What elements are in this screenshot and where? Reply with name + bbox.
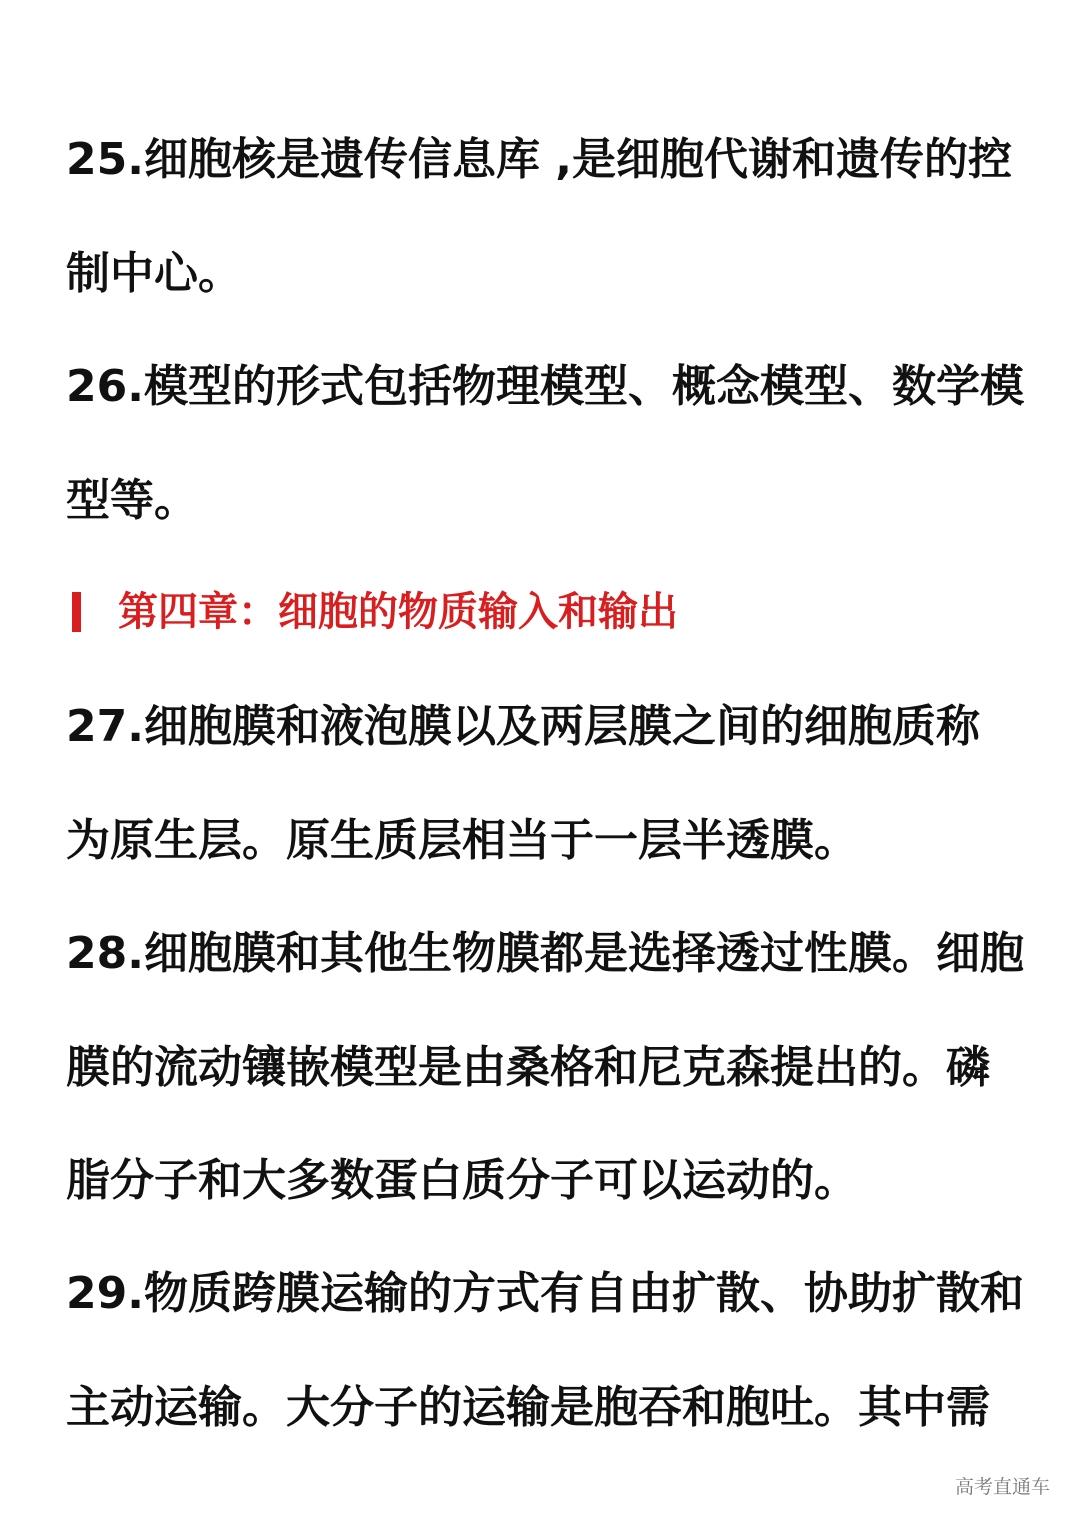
item-26-line-1: 26.模型的形式包括物理模型、概念模型、数学模: [66, 361, 1024, 412]
item-27-line-1: 27.细胞膜和液泡膜以及两层膜之间的细胞质称: [66, 701, 980, 752]
item-28-line-3: 脂分子和大多数蛋白质分子可以运动的。: [66, 1155, 858, 1206]
item-29-line-2: 主动运输。大分子的运输是胞吞和胞吐。其中需: [66, 1382, 990, 1433]
item-29-line-1: 29.物质跨膜运输的方式有自由扩散、协助扩散和: [66, 1268, 1024, 1319]
item-27-line-2: 为原生层。原生质层相当于一层半透膜。: [66, 815, 858, 866]
item-28-line-1: 28.细胞膜和其他生物膜都是选择透过性膜。细胞: [66, 928, 1024, 979]
item-25-line-2: 制中心。: [66, 248, 242, 299]
item-28-line-2: 膜的流动镶嵌模型是由桑格和尼克森提出的。磷: [66, 1042, 990, 1093]
item-25-line-1: 25.细胞核是遗传信息库 ,是细胞代谢和遗传的控: [66, 134, 1012, 185]
item-26-line-2: 型等。: [66, 475, 198, 526]
chapter-heading: 第四章：细胞的物质输入和输出: [118, 589, 678, 635]
watermark-text: 高考直通车: [954, 1476, 1050, 1498]
chapter-heading-bar: [72, 592, 81, 632]
